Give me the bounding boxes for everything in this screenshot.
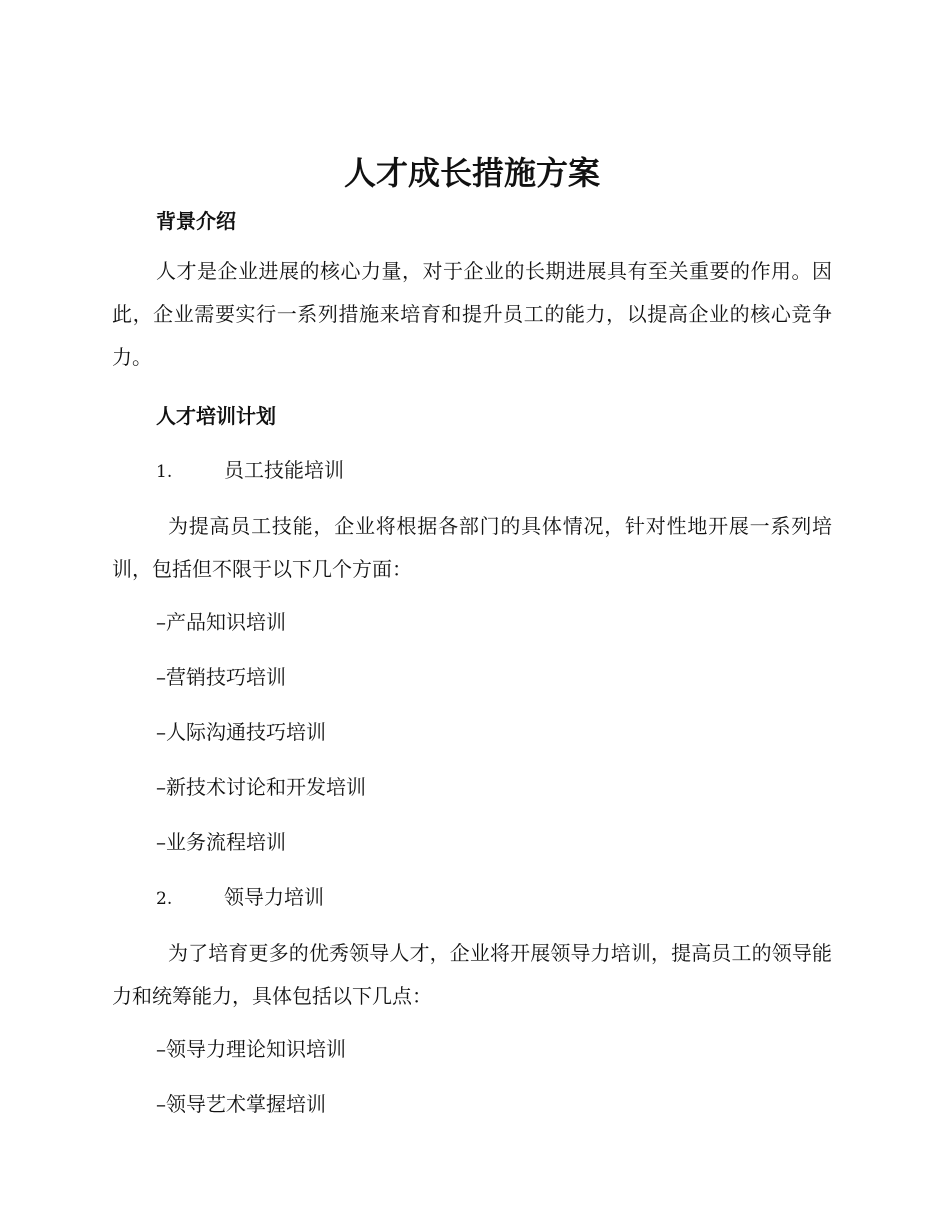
list-item: –领导艺术掌握培训: [156, 1092, 326, 1116]
section-heading-background: 背景介绍: [156, 209, 236, 233]
item-number: 1.: [156, 462, 173, 482]
document-title: 人才成长措施方案: [343, 154, 600, 192]
section-heading-training: 人才培训计划: [156, 404, 276, 428]
numbered-item-leadership: [112, 882, 832, 914]
numbered-item-skills: [112, 455, 832, 487]
skills-paragraph: 为提高员工技能，企业将根据各部门的具体情况，针对性地开展一系列培训，包括但不限于以下几个方面：: [112, 514, 832, 581]
item-label: 领导力培训: [224, 885, 324, 909]
list-item: –新技术讨论和开发培训: [156, 775, 366, 799]
item-label: 员工技能培训: [224, 458, 344, 482]
item-number: 2.: [156, 889, 173, 909]
list-item: –人际沟通技巧培训: [156, 720, 326, 744]
list-item: –业务流程培训: [156, 830, 286, 854]
leadership-paragraph: 为了培育更多的优秀领导人才，企业将开展领导力培训，提高员工的领导能力和统筹能力，具体包括以下几点：: [112, 941, 832, 1008]
list-item: –产品知识培训: [156, 610, 286, 634]
list-item: –领导力理论知识培训: [156, 1037, 346, 1061]
background-paragraph: 人才是企业进展的核心力量，对于企业的长期进展具有至关重要的作用。因此，企业需要实行一系列措施来培育和提升员工的能力，以提高企业的核心竞争力。: [112, 259, 832, 369]
list-item: –营销技巧培训: [156, 665, 286, 689]
